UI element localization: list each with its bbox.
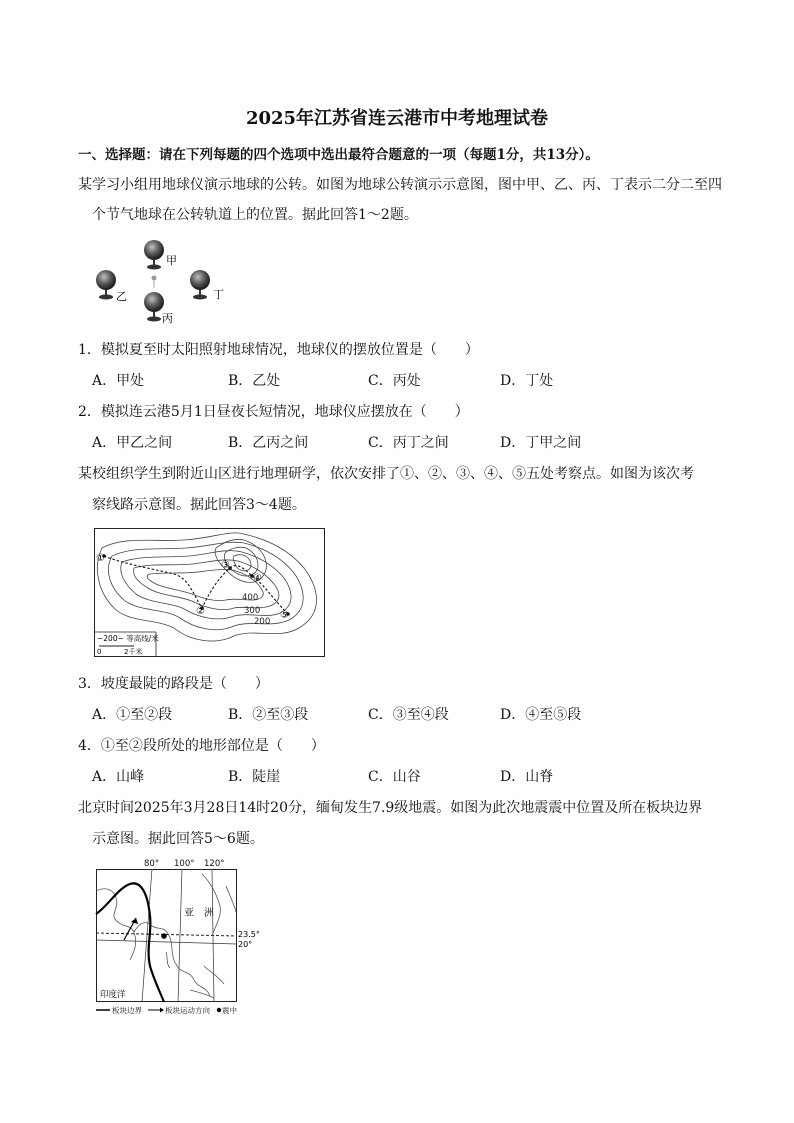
q2-option-c[interactable]: C．丙丁之间 xyxy=(368,435,449,451)
figure-orbit-globes xyxy=(88,236,238,326)
scale-zero: 0 xyxy=(97,648,102,656)
section-heading: 一、选择题：请在下列每题的四个选项中选出最符合题意的一项（每题1分，共13分）。 xyxy=(78,147,599,163)
figure-contour-map xyxy=(94,528,325,657)
scale-label: 2千米 xyxy=(124,648,143,656)
q3-option-b[interactable]: B．②至③段 xyxy=(228,707,309,723)
contour-label-400: 400 xyxy=(242,593,259,603)
intro-1-line-2: 个节气地球在公转轨道上的位置。据此回答1～2题。 xyxy=(92,207,418,223)
intro-1-line-1: 某学习小组用地球仪演示地球的公转。如图为地球公转演示示意图，图中甲、乙、丙、丁表示二分二至四 xyxy=(78,177,722,193)
sun-lamp-icon xyxy=(152,276,157,289)
q2-option-d[interactable]: D．丁甲之间 xyxy=(500,435,582,451)
checkpoint-4: ④ xyxy=(253,573,262,584)
q3-option-c[interactable]: C．③至④段 xyxy=(368,707,449,723)
lon-120: 120° xyxy=(204,859,225,869)
lon-100: 100° xyxy=(174,859,195,869)
contour-label-200: 200 xyxy=(254,617,271,627)
question-3-stem: 3．坡度最陡的路段是（ ） xyxy=(78,676,269,692)
contour-label-300: 300 xyxy=(244,606,261,616)
intro-2-line-2: 察线路示意图。据此回答3～4题。 xyxy=(92,497,306,513)
q1-option-c[interactable]: C．丙处 xyxy=(368,373,421,389)
q2-option-a[interactable]: A．甲乙之间 xyxy=(92,435,173,451)
lat-20: 20° xyxy=(238,940,253,949)
label-asia: 亚 洲 xyxy=(184,908,214,919)
label-ding: 丁 xyxy=(213,288,224,301)
intro-3-line-2: 示意图。据此回答5～6题。 xyxy=(92,831,264,847)
figure-earthquake-map xyxy=(94,856,264,1018)
q4-option-a[interactable]: A．山峰 xyxy=(92,769,145,785)
q3-option-d[interactable]: D．④至⑤段 xyxy=(500,707,582,723)
lat-23-5: 23.5° xyxy=(238,930,260,939)
q1-option-b[interactable]: B．乙处 xyxy=(228,373,281,389)
lon-80: 80° xyxy=(144,859,160,869)
legend-epicenter: 震中 xyxy=(222,1006,237,1015)
question-4-stem: 4．①至②段所处的地形部位是（ ） xyxy=(78,738,325,754)
checkpoint-5: ⑤ xyxy=(280,610,289,621)
globe-ding xyxy=(190,270,210,300)
intro-2-line-1: 某校组织学生到附近山区进行地理研学，依次安排了①、②、③、④、⑤五处考察点。如图为该次考 xyxy=(78,466,694,482)
globe-yi xyxy=(96,270,116,300)
q1-option-a[interactable]: A．甲处 xyxy=(92,373,145,389)
checkpoint-1: ① xyxy=(96,553,105,564)
legend-boundary: 板块边界 xyxy=(112,1006,142,1015)
epicenter-dot xyxy=(161,933,167,939)
checkpoint-2: ② xyxy=(196,606,205,617)
globe-jia xyxy=(144,240,164,270)
globe-bing xyxy=(144,292,164,322)
q4-option-c[interactable]: C．山谷 xyxy=(368,769,421,785)
label-bing: 丙 xyxy=(162,312,173,325)
question-2-stem: 2．模拟连云港5月1日昼夜长短情况，地球仪应摆放在（ ） xyxy=(78,404,469,420)
legend-movement: 板块运动方向 xyxy=(165,1006,210,1015)
q1-option-d[interactable]: D．丁处 xyxy=(500,373,554,389)
label-jia: 甲 xyxy=(166,254,177,267)
question-1-stem: 1．模拟夏至时太阳照射地球情况，地球仪的摆放位置是（ ） xyxy=(78,342,479,358)
intro-3-line-1: 北京时间2025年3月28日14时20分，缅甸发生7.9级地震。如图为此次地震震中位置及所在板块边界 xyxy=(78,800,703,816)
q2-option-b[interactable]: B．乙丙之间 xyxy=(228,435,309,451)
q4-option-b[interactable]: B．陡崖 xyxy=(228,769,281,785)
map-legend xyxy=(96,1005,237,1015)
page-title: 2025年江苏省连云港市中考地理试卷 xyxy=(245,108,549,129)
q3-option-a[interactable]: A．①至②段 xyxy=(92,707,173,723)
legend-contour: ~200~ 等高线/米 xyxy=(97,634,159,643)
q4-option-d[interactable]: D．山脊 xyxy=(500,769,554,785)
label-indian-ocean: 印度洋 xyxy=(100,990,126,1000)
label-yi: 乙 xyxy=(116,290,127,303)
checkpoint-3: ③ xyxy=(221,560,230,571)
